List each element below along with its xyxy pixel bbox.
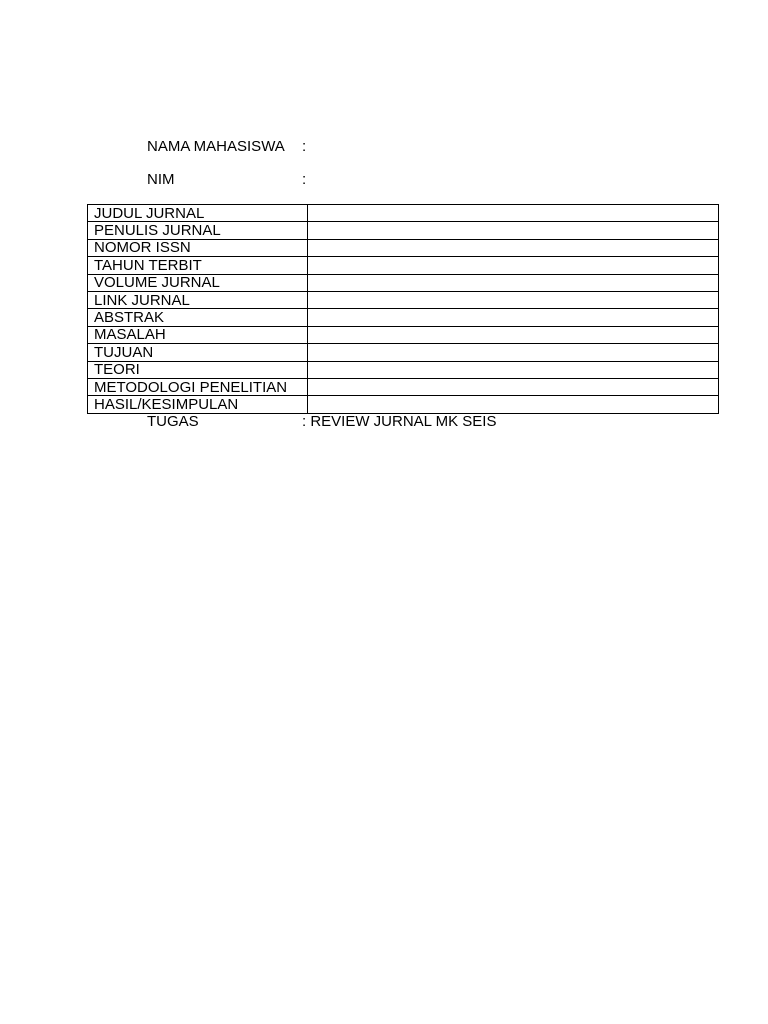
field-label-volume: VOLUME JURNAL bbox=[88, 274, 308, 291]
table-row bbox=[88, 205, 719, 222]
student-id-label: NIM bbox=[147, 171, 175, 188]
table-row bbox=[88, 361, 719, 378]
field-label-issn: NOMOR ISSN bbox=[88, 239, 308, 256]
table-row bbox=[88, 396, 719, 413]
table-row bbox=[88, 274, 719, 291]
field-value-link bbox=[308, 291, 719, 308]
field-label-tujuan: TUJUAN bbox=[88, 344, 308, 361]
table-row bbox=[88, 378, 719, 395]
table-row bbox=[88, 309, 719, 326]
field-value-teori bbox=[308, 361, 719, 378]
student-name-label: NAMA MAHASISWA bbox=[147, 138, 285, 155]
journal-review-table bbox=[87, 204, 719, 414]
field-label-penulis: PENULIS JURNAL bbox=[88, 222, 308, 239]
table-row bbox=[88, 344, 719, 361]
field-label-tahun: TAHUN TERBIT bbox=[88, 257, 308, 274]
table-row bbox=[88, 257, 719, 274]
field-label-metodologi: METODOLOGI PENELITIAN bbox=[88, 378, 308, 395]
field-label-judul: JUDUL JURNAL bbox=[88, 205, 308, 222]
table-row bbox=[88, 239, 719, 256]
assignment-value: : REVIEW JURNAL MK SEIS bbox=[302, 413, 497, 430]
table-row bbox=[88, 222, 719, 239]
field-value-issn bbox=[308, 239, 719, 256]
field-value-volume bbox=[308, 274, 719, 291]
field-label-abstrak: ABSTRAK bbox=[88, 309, 308, 326]
table-row bbox=[88, 291, 719, 308]
student-name-colon: : bbox=[302, 138, 307, 155]
assignment-label: TUGAS bbox=[147, 413, 199, 430]
field-label-link: LINK JURNAL bbox=[88, 291, 308, 308]
student-id-colon: : bbox=[302, 171, 307, 188]
field-value-metodologi bbox=[308, 378, 719, 395]
field-value-abstrak bbox=[308, 309, 719, 326]
field-label-masalah: MASALAH bbox=[88, 326, 308, 343]
field-value-tujuan bbox=[308, 344, 719, 361]
field-label-teori: TEORI bbox=[88, 361, 308, 378]
field-value-masalah bbox=[308, 326, 719, 343]
table-row bbox=[88, 326, 719, 343]
field-value-tahun bbox=[308, 257, 719, 274]
field-label-hasil: HASIL/KESIMPULAN bbox=[88, 396, 308, 413]
field-value-hasil bbox=[308, 396, 719, 413]
field-value-judul bbox=[308, 205, 719, 222]
field-value-penulis bbox=[308, 222, 719, 239]
